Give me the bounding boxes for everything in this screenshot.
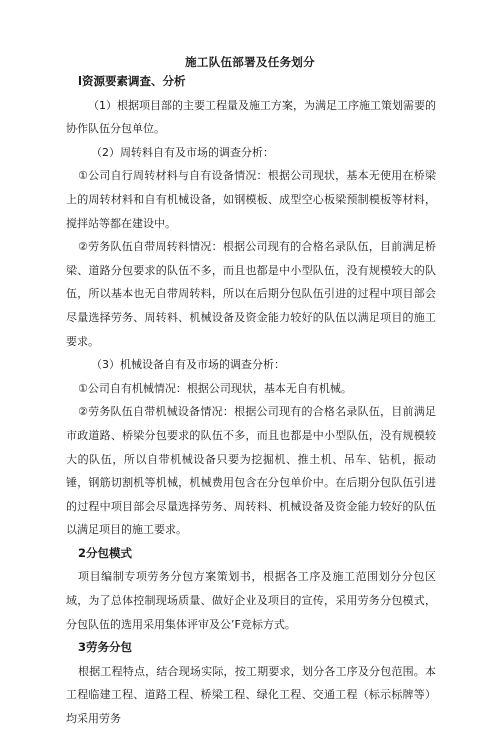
paragraph: （3）机械设备自有及市场的调查分析： <box>91 358 285 372</box>
paragraph: （1）根据项目部的主要工程量及施工方案，为满足工序施工策划需要的协作队伍分包单位。 <box>66 98 436 136</box>
paragraph: 项目编制专项劳务分包方案策划书，根据各工序及施工范围划分分包区域，为了总体控制现场质量、做好企业及项目的宣传，采用劳务分包模式，分包队伍的选用采用集体评审及公’F竞标方式。 <box>66 570 436 631</box>
paragraph: ②劳务队伍自带机械设备情况：根据公司现有的合格名录队伍，目前满足市政道路、桥梁分包要求的队伍不多，而且也都是中小型队伍，没有规模较大的队伍，所以自带机械设备只要为挖掘机、推土机、吊车、钻机，振动锤，钢筋切割机等机械，机械费用包含在分包单价中。在后期分包队伍引进的过程中项目部会尽量选择劳务、周转料、机械设备及资金能力较好的队伍以满足项目的施工要求。 <box>66 405 436 537</box>
section-1-heading: l资源要素调查、分析 <box>78 74 186 88</box>
paragraph: 根据工程特点，结合现场实际，按工期要求，划分各工序及分包范围。本工程临建工程、道路工程、桥梁工程、绿化工程、交通工程（标示标牌等）均采用劳务 <box>66 664 436 726</box>
paragraph: （2）周转料自有及市场的调查分析： <box>91 145 274 159</box>
paragraph: ①公司自有机械情况：根据公司现状，基本无自有机械。 <box>78 381 352 395</box>
section-2-heading: 2分包模式 <box>78 545 133 560</box>
document-title: 施工队伍部署及任务划分 <box>185 55 315 69</box>
paragraph: ①公司自行周转材料与自有设备情况：根据公司现状，基本无使用在桥梁上的周转材料和自有机械设备，如钢模板、成型空心板梁预制模板等材料，搅拌站等都在建设中。 <box>66 169 436 230</box>
paragraph: ②劳务队伍自带周转料情况：根据公司现有的合格名录队伍，目前满足桥梁、道路分包要求的队伍不多，而且也都是中小型队伍，没有规模较大的队伍，所以基本也无自带周转料，所以在后期分包队伍引进的过程中项目部会尽量选择劳务、周转料、机械设备及资金能力较好的队伍以满足项目的施工要求。 <box>66 240 436 348</box>
document-body <box>66 70 436 731</box>
section-3-heading: 3劳务分包 <box>78 640 133 655</box>
